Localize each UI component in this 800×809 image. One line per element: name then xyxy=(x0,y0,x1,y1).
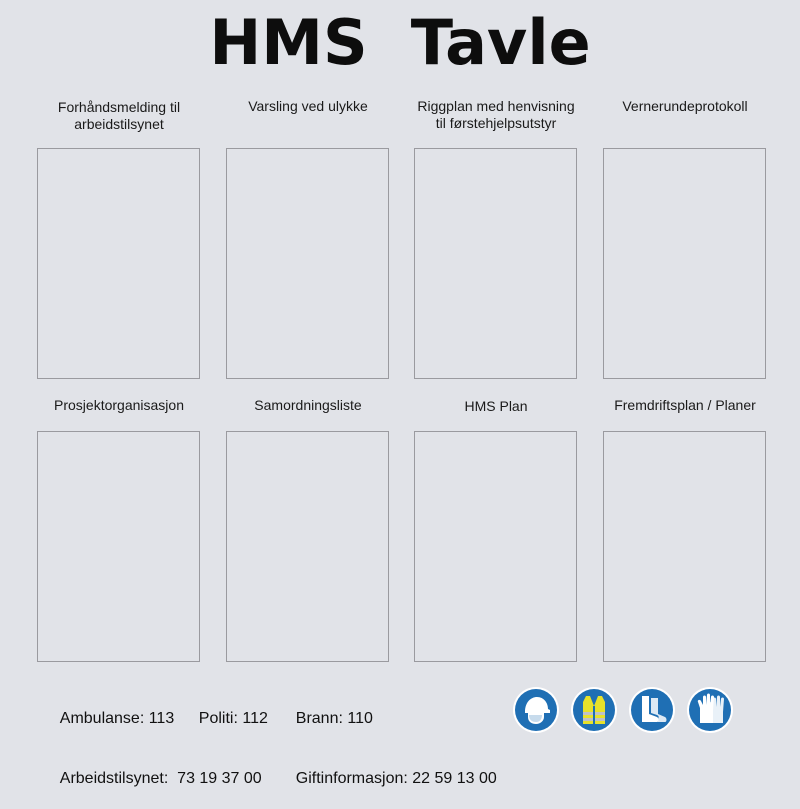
contact-arbeidstilsynet: Arbeidstilsynet: 73 19 37 00 xyxy=(59,770,262,787)
document-panel-samordningsliste xyxy=(226,431,389,662)
document-panel-fremdriftsplan xyxy=(603,431,766,662)
panel-label-fremdriftsplan: Fremdriftsplan / Planer xyxy=(614,397,756,413)
panel-label-varsling: Varsling ved ulykke xyxy=(248,98,368,114)
panel-label-forhandsmelding: Forhåndsmelding til arbeidstilsynet xyxy=(57,99,181,132)
document-panel-varsling xyxy=(226,148,389,379)
panel-label-riggplan: Riggplan med henvisning til førstehjelpsutstyr xyxy=(417,98,575,131)
safety-boots-icon xyxy=(628,686,676,734)
protective-gloves-icon xyxy=(686,686,734,734)
hard-hat-icon xyxy=(512,686,560,734)
document-panel-prosjektorganisasjon xyxy=(37,431,200,662)
contact-brann: Brann: 110 xyxy=(295,710,373,727)
panel-label-hms-plan: HMS Plan xyxy=(464,398,528,414)
contact-giftinformasjon: Giftinformasjon: 22 59 13 00 xyxy=(295,770,497,787)
document-panel-vernerundeprotokoll xyxy=(603,148,766,379)
emergency-contacts xyxy=(42,689,497,809)
contact-ambulanse: Ambulanse: 113 xyxy=(59,710,175,727)
safety-vest-icon xyxy=(570,686,618,734)
panel-label-prosjektorganisasjon: Prosjektorganisasjon xyxy=(54,397,184,413)
page-title: HMS Tavle xyxy=(209,6,591,79)
document-panel-hms-plan xyxy=(414,431,577,662)
contact-politi: Politi: 112 xyxy=(198,710,268,727)
panel-label-samordningsliste: Samordningsliste xyxy=(254,397,362,413)
document-panel-forhandsmelding xyxy=(37,148,200,379)
ppe-icon-row xyxy=(512,686,736,736)
panel-label-vernerundeprotokoll: Vernerundeprotokoll xyxy=(622,98,748,114)
document-panel-riggplan xyxy=(414,148,577,379)
